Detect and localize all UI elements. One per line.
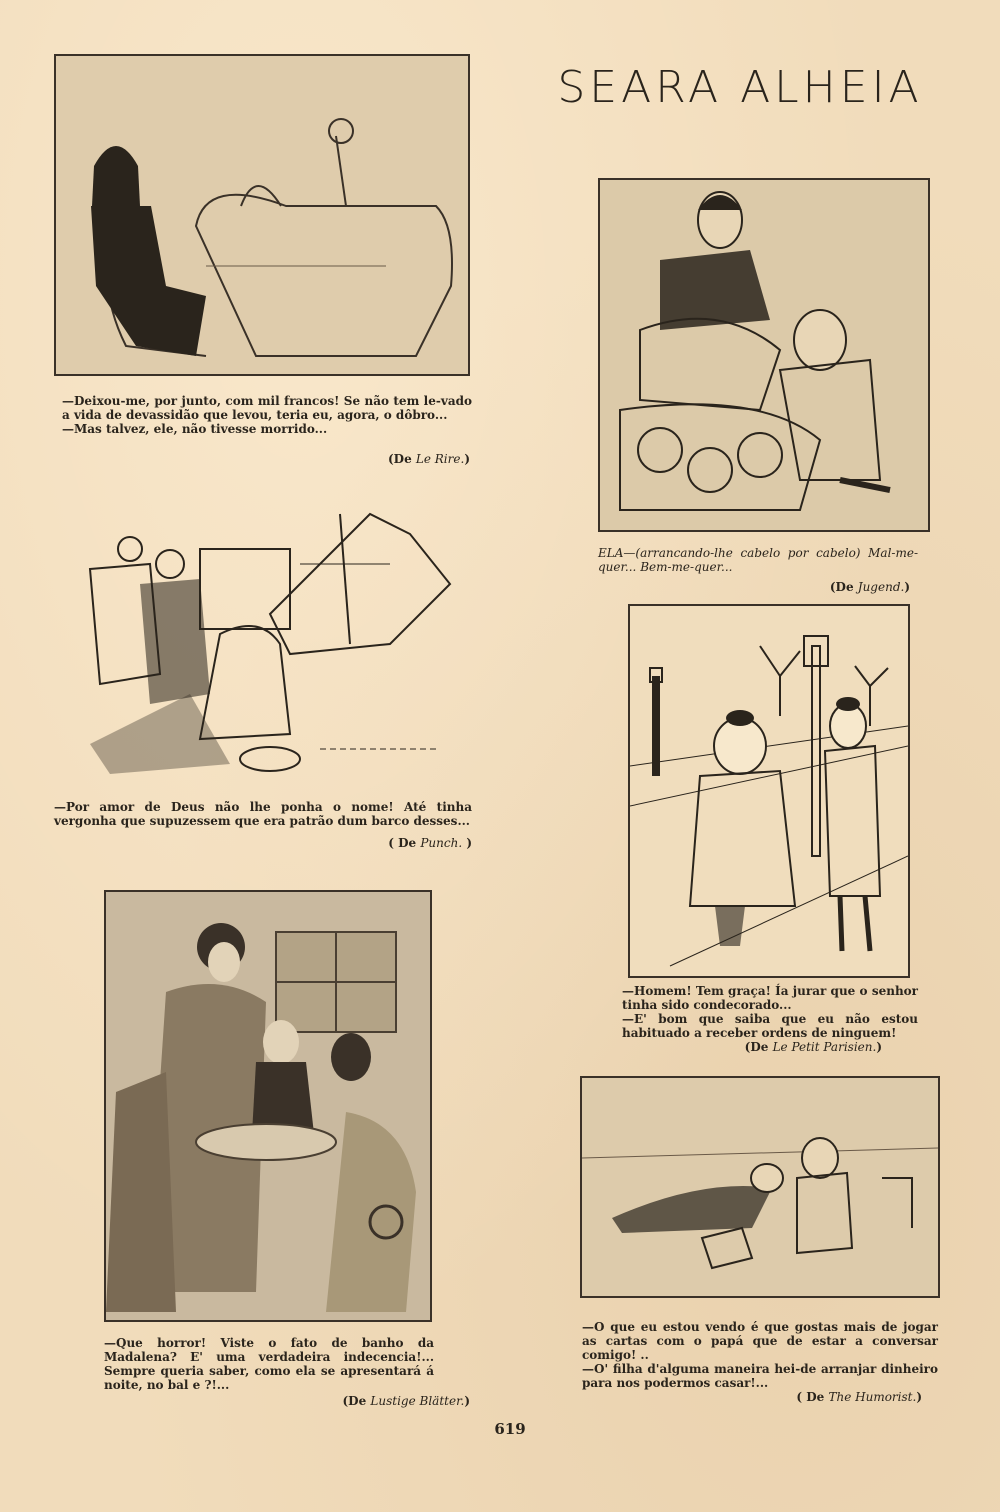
page-number: 619: [494, 1420, 526, 1438]
source-name: Lustige Blätter.: [370, 1394, 465, 1408]
caption-line: —O que eu estou vendo é que gostas mais de jogar as cartas com o papá que de estar a conversar comigo! ..: [582, 1320, 938, 1362]
woman-armchair-drawing: [56, 56, 468, 374]
painters-boat-drawing: [70, 494, 470, 784]
caption-3: [54, 800, 472, 828]
caption-line: ELA—(arrancando-lhe cabelo por cabelo) Mal-me-quer... Bem-me-quer...: [598, 546, 918, 574]
caption-line: —O' filha d'alguma maneira hei-de arranjar dinheiro para nos podermos casar!...: [582, 1362, 938, 1390]
source-5: (De Lustige Blätter.): [342, 1394, 470, 1408]
cartoon-illustration-5: [104, 890, 432, 1322]
source-6: ( De The Humorist.): [796, 1390, 922, 1404]
source-3: ( De Punch. ): [388, 836, 472, 850]
caption-4: [622, 984, 918, 1040]
couple-beach-drawing: [582, 1078, 938, 1296]
caption-2: [598, 546, 918, 574]
caption-line: —Homem! Tem graça! Ía jurar que o senhor tinha sido condecorado...: [622, 984, 918, 1012]
source-name: Jugend.: [857, 580, 905, 594]
source-name: Punch.: [420, 836, 463, 850]
source-2: (De Jugend.): [829, 580, 910, 594]
source-name: The Humorist.: [828, 1390, 917, 1404]
source-1: (De Le Rire.): [387, 452, 470, 466]
cartoon-illustration-4: [628, 604, 910, 978]
caption-line: —Mas talvez, ele, não tivesse morrido...: [62, 422, 328, 436]
caption-6: [582, 1320, 938, 1390]
source-name: Le Petit Parisien.: [772, 1040, 877, 1054]
source-4: (De Le Petit Parisien.): [744, 1040, 882, 1054]
caption-1: [62, 394, 472, 436]
source-name: Le Rire.: [415, 452, 465, 466]
cafe-crowd-drawing: [106, 892, 430, 1320]
caption-line: —Por amor de Deus não lhe ponha o nome! Até tinha vergonha que supuzessem que era patrão dum barco desses...: [54, 800, 472, 828]
cartoon-illustration-2: [598, 178, 930, 532]
page-title: SEARA ALHEIA: [557, 62, 923, 113]
two-men-street-drawing: [630, 606, 908, 976]
caption-line: —Que horror! Viste o fato de banho da Madalena? E' uma verdadeira indecencia!... Sempre queria saber, como ela se apresentará á noite, no bal e ?!...: [104, 1336, 434, 1392]
caption-line: —Deixou-me, por junto, com mil francos! Se não tem le-vado a vida de devassidão que levou, teria eu, agora, o dôbro...: [62, 394, 472, 422]
caption-5: [104, 1336, 434, 1392]
cartoon-illustration-3: [70, 494, 470, 784]
caption-line: —E' bom que saiba que eu não estou habituado a receber ordens de ninguem!: [622, 1012, 918, 1040]
woman-on-man-drawing: [600, 180, 928, 530]
cartoon-illustration-6: [580, 1076, 940, 1298]
cartoon-illustration-1: [54, 54, 470, 376]
